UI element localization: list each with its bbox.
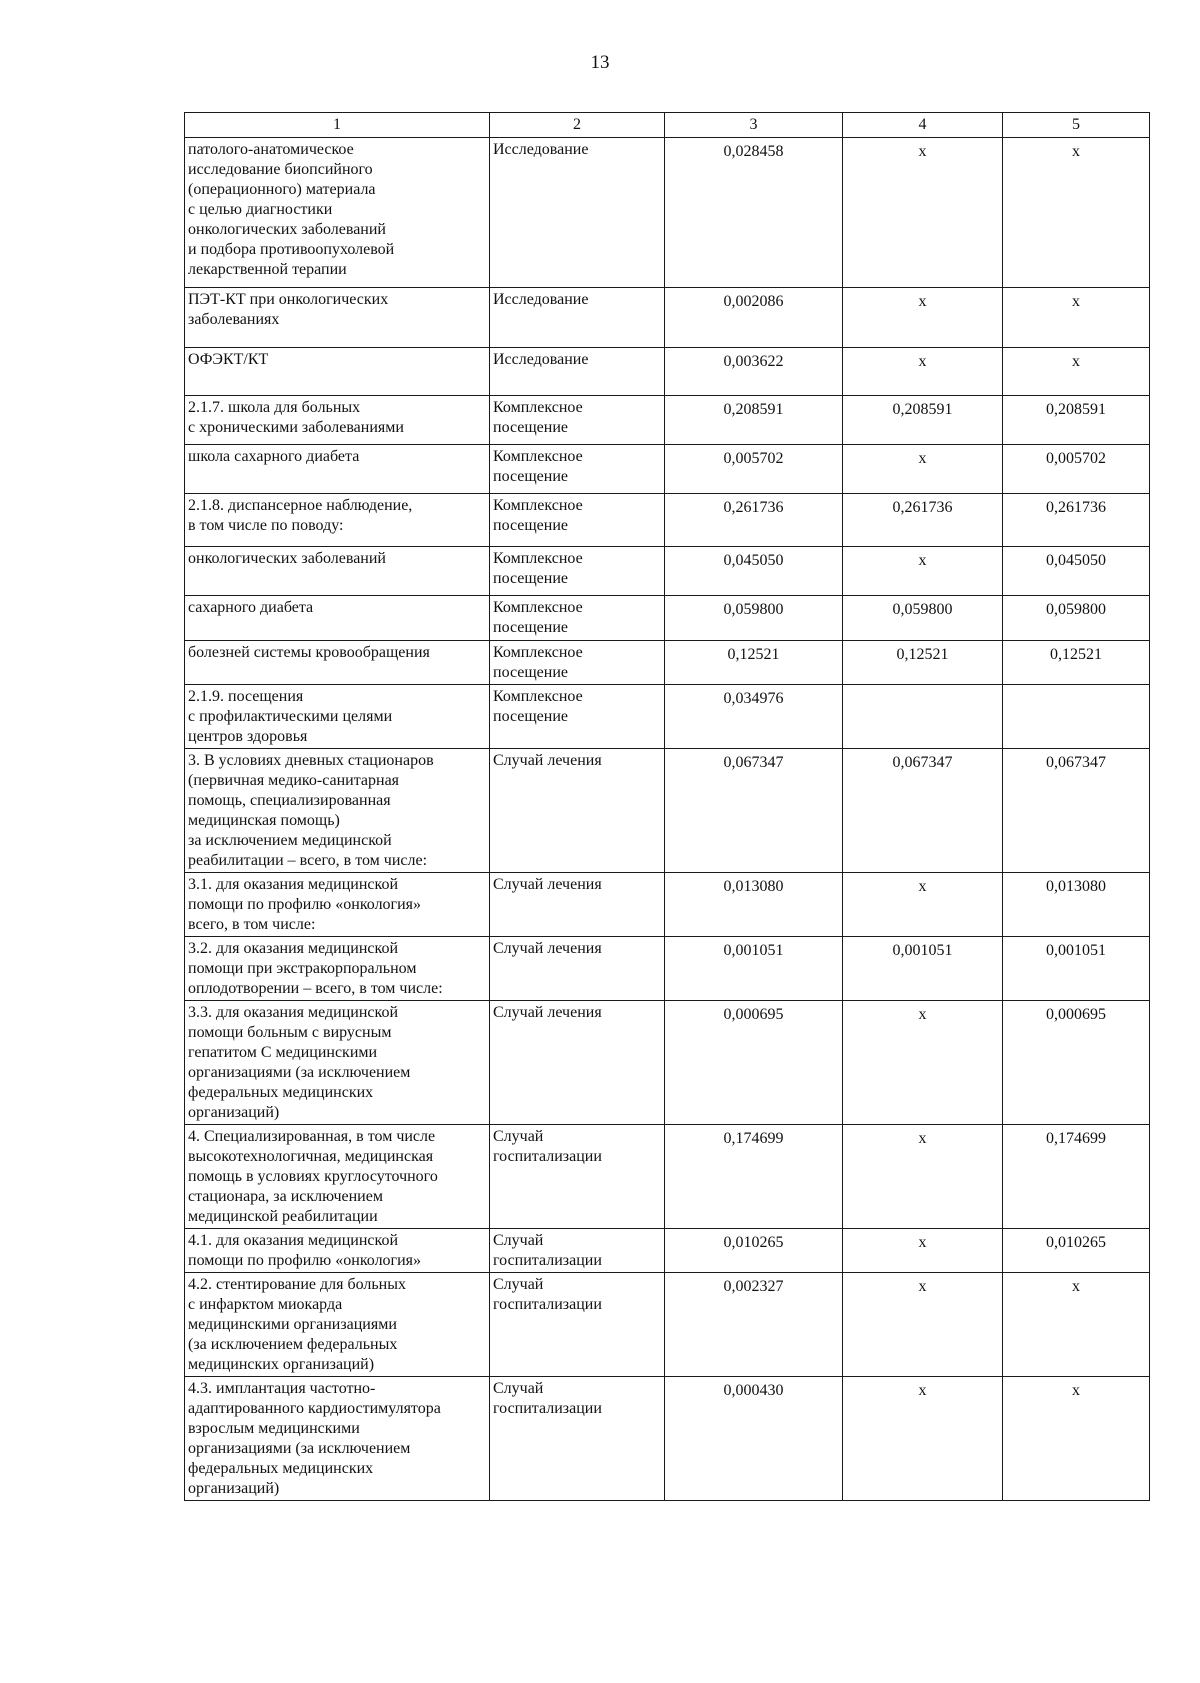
unit-cell: Случай госпитализации (490, 1377, 665, 1501)
table-row (185, 749, 1150, 873)
value-col4-cell: 0,067347 (843, 749, 1003, 873)
indicator-cell: 2.1.8. диспансерное наблюдение, в том числе по поводу: (185, 494, 490, 547)
value-col3-cell: 0,028458 (665, 138, 843, 288)
indicator-cell: ОФЭКТ/КТ (185, 348, 490, 396)
table-row (185, 1229, 1150, 1273)
column-header: 4 (843, 113, 1003, 138)
value-col3-cell: 0,174699 (665, 1125, 843, 1229)
value-col3-cell: 0,013080 (665, 873, 843, 937)
unit-cell: Комплексное посещение (490, 685, 665, 749)
table-row (185, 873, 1150, 937)
table-row (185, 445, 1150, 494)
unit-cell: Комплексное посещение (490, 641, 665, 685)
value-col3-cell: 0,067347 (665, 749, 843, 873)
value-col3-cell: 0,003622 (665, 348, 843, 396)
indicator-cell: 4.1. для оказания медицинской помощи по профилю «онкология» (185, 1229, 490, 1273)
value-col5-cell: 0,005702 (1003, 445, 1150, 494)
value-col4-cell: х (843, 445, 1003, 494)
indicator-cell: 2.1.9. посещения с профилактическими целями центров здоровья (185, 685, 490, 749)
indicator-cell: 4.3. имплантация частотно- адаптированного кардиостимулятора взрослым медицинскими организациями (за исключением федеральных медицинских организаций) (185, 1377, 490, 1501)
value-col4-cell: х (843, 138, 1003, 288)
value-col4-cell: х (843, 1377, 1003, 1501)
table-row (185, 348, 1150, 396)
value-col5-cell: х (1003, 348, 1150, 396)
value-col3-cell: 0,000430 (665, 1377, 843, 1501)
value-col3-cell: 0,12521 (665, 641, 843, 685)
value-col5-cell: х (1003, 288, 1150, 348)
value-col4-cell (843, 685, 1003, 749)
table-row (185, 685, 1150, 749)
indicator-cell: онкологических заболеваний (185, 547, 490, 596)
value-col3-cell: 0,001051 (665, 937, 843, 1001)
unit-cell: Исследование (490, 288, 665, 348)
value-col3-cell: 0,059800 (665, 596, 843, 641)
value-col3-cell: 0,002086 (665, 288, 843, 348)
column-header: 3 (665, 113, 843, 138)
value-col4-cell: х (843, 547, 1003, 596)
value-col5-cell: х (1003, 1273, 1150, 1377)
indicator-cell: 2.1.7. школа для больных с хроническими заболеваниями (185, 396, 490, 445)
table-row (185, 1273, 1150, 1377)
value-col5-cell: 0,261736 (1003, 494, 1150, 547)
unit-cell: Комплексное посещение (490, 445, 665, 494)
indicator-cell: ПЭТ-КТ при онкологических заболеваниях (185, 288, 490, 348)
indicator-cell: 3. В условиях дневных стационаров (первичная медико-санитарная помощь, специализированная медицинская помощь) за исключением медицинской реабилитации – всего, в том числе: (185, 749, 490, 873)
unit-cell: Случай лечения (490, 1001, 665, 1125)
table-row (185, 547, 1150, 596)
value-col5-cell: х (1003, 138, 1150, 288)
value-col4-cell: х (843, 1229, 1003, 1273)
value-col4-cell: х (843, 1001, 1003, 1125)
table-row (185, 1001, 1150, 1125)
value-col3-cell: 0,261736 (665, 494, 843, 547)
value-col3-cell: 0,010265 (665, 1229, 843, 1273)
unit-cell: Комплексное посещение (490, 547, 665, 596)
value-col5-cell: 0,174699 (1003, 1125, 1150, 1229)
value-col5-cell: 0,013080 (1003, 873, 1150, 937)
value-col4-cell: х (843, 873, 1003, 937)
table-row (185, 1125, 1150, 1229)
unit-cell: Случай лечения (490, 873, 665, 937)
indicator-cell: 3.1. для оказания медицинской помощи по профилю «онкология» всего, в том числе: (185, 873, 490, 937)
value-col3-cell: 0,005702 (665, 445, 843, 494)
norms-table (184, 112, 1150, 1501)
unit-cell: Случай лечения (490, 749, 665, 873)
column-header: 5 (1003, 113, 1150, 138)
table-row (185, 494, 1150, 547)
indicator-cell: школа сахарного диабета (185, 445, 490, 494)
table-header-row (185, 113, 1150, 138)
indicator-cell: 4.2. стентирование для больных с инфарктом миокарда медицинскими организациями (за исключением федеральных медицинских организаций) (185, 1273, 490, 1377)
value-col4-cell: х (843, 348, 1003, 396)
value-col4-cell: 0,001051 (843, 937, 1003, 1001)
unit-cell: Комплексное посещение (490, 494, 665, 547)
value-col5-cell: 0,010265 (1003, 1229, 1150, 1273)
value-col4-cell: х (843, 1125, 1003, 1229)
value-col3-cell: 0,208591 (665, 396, 843, 445)
table-row (185, 1377, 1150, 1501)
unit-cell: Исследование (490, 138, 665, 288)
value-col4-cell: 0,12521 (843, 641, 1003, 685)
value-col3-cell: 0,000695 (665, 1001, 843, 1125)
unit-cell: Случай лечения (490, 937, 665, 1001)
unit-cell: Случай госпитализации (490, 1229, 665, 1273)
indicator-cell: патолого-анатомическое исследование биопсийного (операционного) материала с целью диагностики онкологических заболеваний и подбора противоопухолевой лекарственной терапии (185, 138, 490, 288)
value-col5-cell: 0,045050 (1003, 547, 1150, 596)
value-col5-cell: 0,067347 (1003, 749, 1150, 873)
table-row (185, 138, 1150, 288)
value-col4-cell: 0,059800 (843, 596, 1003, 641)
value-col5-cell: х (1003, 1377, 1150, 1501)
indicator-cell: сахарного диабета (185, 596, 490, 641)
indicator-cell: 3.3. для оказания медицинской помощи больным с вирусным гепатитом С медицинскими организациями (за исключением федеральных медицинских организаций) (185, 1001, 490, 1125)
table-row (185, 288, 1150, 348)
unit-cell: Комплексное посещение (490, 596, 665, 641)
value-col5-cell: 0,059800 (1003, 596, 1150, 641)
value-col5-cell: 0,001051 (1003, 937, 1150, 1001)
value-col4-cell: х (843, 288, 1003, 348)
table-row (185, 937, 1150, 1001)
value-col5-cell: 0,000695 (1003, 1001, 1150, 1125)
column-header: 1 (185, 113, 490, 138)
indicator-cell: болезней системы кровообращения (185, 641, 490, 685)
indicator-cell: 3.2. для оказания медицинской помощи при экстракорпоральном оплодотворении – всего, в том числе: (185, 937, 490, 1001)
value-col4-cell: 0,208591 (843, 396, 1003, 445)
unit-cell: Случай госпитализации (490, 1125, 665, 1229)
value-col4-cell: 0,261736 (843, 494, 1003, 547)
value-col5-cell: 0,208591 (1003, 396, 1150, 445)
value-col5-cell (1003, 685, 1150, 749)
table-row (185, 641, 1150, 685)
value-col3-cell: 0,045050 (665, 547, 843, 596)
value-col4-cell: х (843, 1273, 1003, 1377)
table-row (185, 596, 1150, 641)
table-row (185, 396, 1150, 445)
unit-cell: Исследование (490, 348, 665, 396)
value-col3-cell: 0,034976 (665, 685, 843, 749)
value-col5-cell: 0,12521 (1003, 641, 1150, 685)
column-header: 2 (490, 113, 665, 138)
value-col3-cell: 0,002327 (665, 1273, 843, 1377)
unit-cell: Комплексное посещение (490, 396, 665, 445)
indicator-cell: 4. Специализированная, в том числе высокотехнологичная, медицинская помощь в условиях круглосуточного стационара, за исключением медицинской реабилитации (185, 1125, 490, 1229)
unit-cell: Случай госпитализации (490, 1273, 665, 1377)
page-number: 13 (590, 52, 610, 73)
